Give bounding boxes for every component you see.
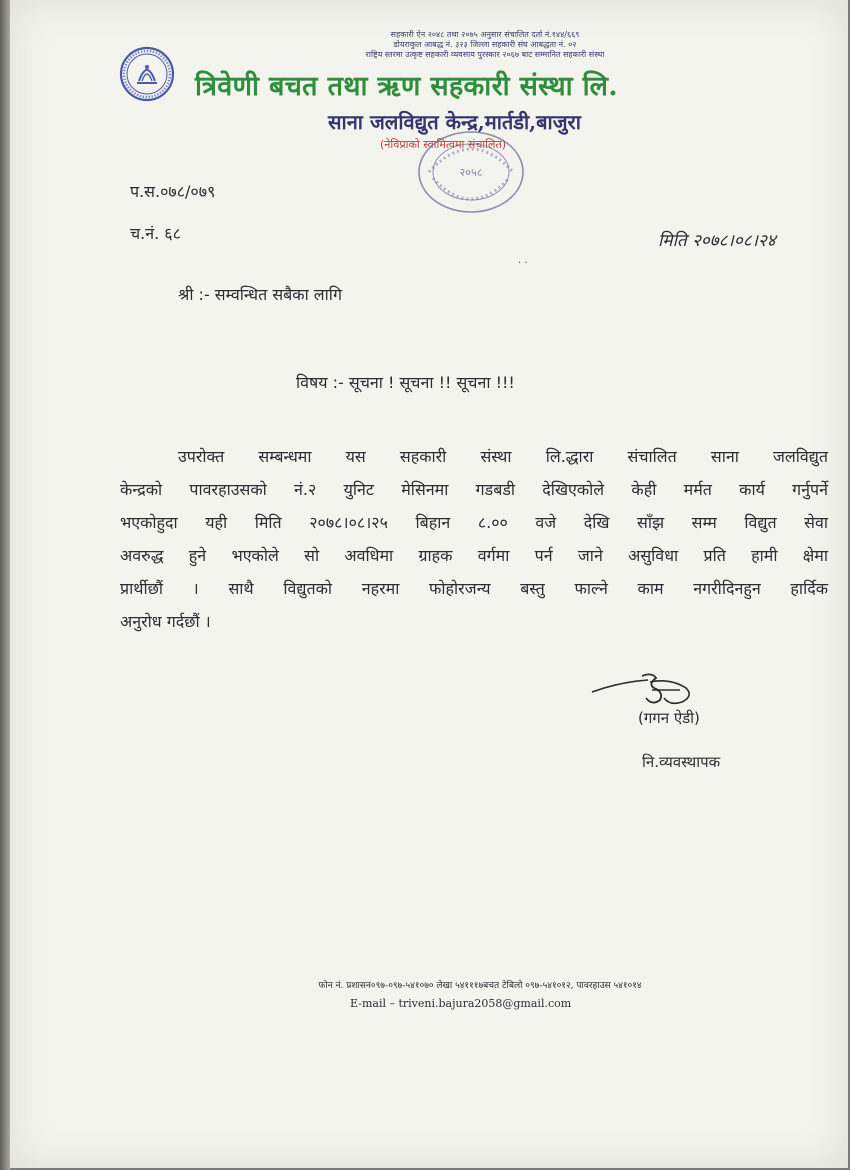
body-line: भएकोहुदा यही मिति २०७८।०८।२५ बिहान ८.०० वजे देखि साँझ सम्म विद्युत सेवा	[120, 513, 828, 532]
signer-position: नि.व्यवस्थापक	[642, 753, 721, 771]
letter-date: मिति २०७८।०८।२४	[658, 231, 776, 251]
footer-email: E-mail – triveni.bajura2058@gmail.com	[350, 997, 572, 1010]
subject-line: विषय :- सूचना ! सूचना !! सूचना !!!	[296, 373, 515, 392]
body-line: अनुरोध गर्दछौं ।	[120, 612, 211, 631]
cooperative-logo-icon	[115, 45, 179, 103]
stamp-year: २०५८	[459, 166, 483, 179]
registration-line: डोयराकुल आबद्ध नं. ३२३ जिल्ला सहकारी संघ आबद्धता नं. ०२	[393, 40, 577, 49]
organization-name: त्रिवेणी बचत तथा ऋण सहकारी संस्था लि.	[195, 71, 618, 102]
body-line: प्रार्थीछौं । साथै विद्युतको नहरमा फोहोरजन्य बस्तु फाल्ने काम नगरीदिनहुन हार्दिक	[120, 579, 828, 598]
body-line: उपरोक्त सम्बन्धमा यस सहकारी संस्था लि.द्धारा संचालित साना जलविद्युत	[178, 447, 828, 466]
recipient-line: श्री :- सम्वन्धित सबैका लागि	[178, 285, 342, 304]
scan-left-edge	[0, 0, 10, 1170]
reference-fiscal-year: प.स.०७८/०७९	[130, 182, 216, 201]
office-stamp-icon	[415, 128, 527, 216]
letter-page	[10, 0, 848, 1168]
registration-line: राष्ट्रिय स्तरमा उत्कृष्ट सहकारी व्यवसाय पुरस्कार २०६७ बाट सम्मानित सहकारी संस्था	[365, 50, 605, 59]
body-line: केन्द्रको पावरहाउसको नं.२ युनिट मेसिनमा गडबडी देखिएकोले केही मर्मत कार्य गर्नुपर्ने	[120, 480, 828, 499]
footer-phone: फोन नं. प्रशासन०९७-०९७-५४१०७० लेखा ५४१११७बचत टेबिलो ०९७-५४१०१२, पावरहाउस ५४१०१४	[318, 981, 642, 991]
body-line: अवरुद्ध हुने भएकोले सो अवधिमा ग्राहक वर्गमा पर्न जाने असुविधा प्रति हामी क्षेमा	[120, 546, 828, 565]
registration-details	[250, 30, 720, 60]
ink-specks: · ·	[518, 258, 528, 269]
organization-subtitle: साना जलविद्युत केन्द्र,मार्तडी,बाजुरा	[328, 110, 581, 134]
signer-name: (गगन ऐडी)	[638, 709, 700, 727]
letter-body	[120, 440, 828, 638]
registration-line: सहकारी ऐन २०४८ तथा २०७५ अनुसार संचालित दर्ता नं.१४४/६६९	[390, 30, 580, 39]
reference-number: च.नं. ६८	[130, 224, 181, 243]
organization-note: (नेविप्राको स्वामित्वमा संचालित)	[380, 138, 507, 151]
